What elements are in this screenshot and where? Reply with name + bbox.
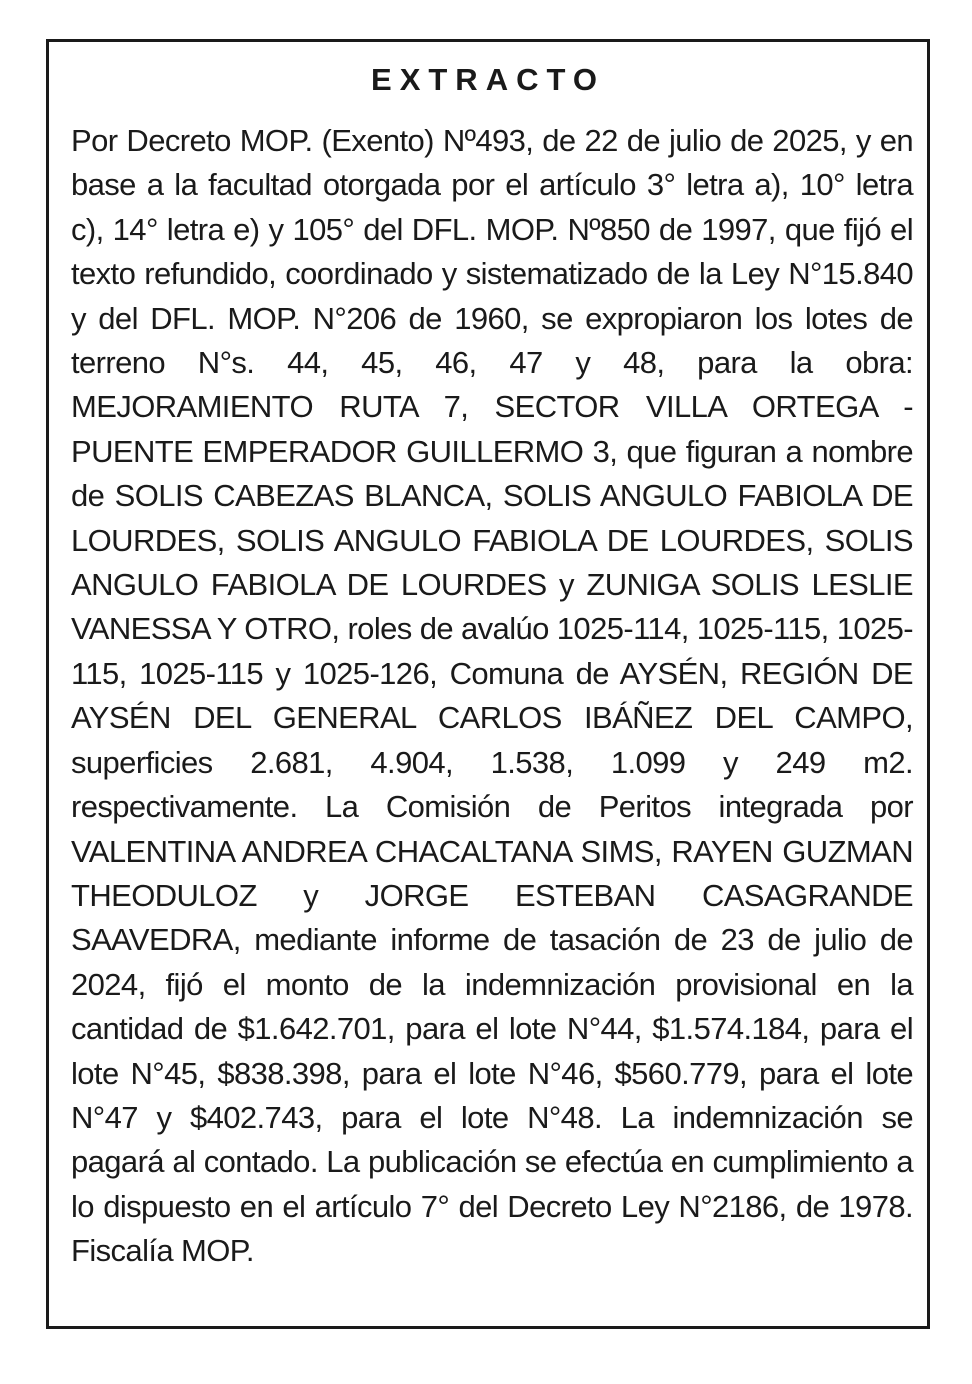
notice-body-text: Por Decreto MOP. (Exento) Nº493, de 22 de julio de 2025, y en base a la facultad otorgada por el artículo 3° letra a), 10° letra c), 14° letra e) y 105° del DFL. MOP. Nº850 de 1997, que fijó el texto refundido, coordinado y sistematizado de la Ley N°15.840 y del DFL. MOP. N°206 de 1960, se expropiaron los lotes de terreno N°s. 44, 45, 46, 47 y 48, para la obra: MEJORAMIENTO RUTA 7, SECTOR VILLA ORTEGA - PUENTE EMPERADOR GUILLERMO 3, que figuran a nombre de SOLIS CABEZAS BLANCA, SOLIS ANGULO FABIOLA DE LOURDES, SOLIS ANGULO FABIOLA DE LOURDES, SOLIS ANGULO FABIOLA DE LOURDES y ZUNIGA SOLIS LESLIE VANESSA Y OTRO, roles de avalúo 1025-114, 1025-115, 1025-115, 1025-115 y 1025-126, Comuna de AYSÉN, REGIÓN DE AYSÉN DEL GENERAL CARLOS IBÁÑEZ DEL CAMPO, superficies 2.681, 4.904, 1.538, 1.099 y 249 m2. respectivamente. La Comisión de Peritos integrada por VALENTINA ANDREA CHACALTANA SIMS, RAYEN GUZMAN THEODULOZ y JORGE ESTEBAN CASAGRANDE SAAVEDRA, mediante informe de tasación de 23 de julio de 2024, fijó el monto de la indemnización provisional en la cantidad de $1.642.701, para el lote N°44, $1.574.184, para el lote N°45, $838.398, para el lote N°46, $560.779, para el lote N°47 y $402.743, para el lote N°48. La indemnización se pagará al contado. La publicación se efectúa en cumplimiento a lo dispuesto en el artículo 7° del Decreto Ley N°2186, de 1978. Fiscalía MOP. [71, 123, 913, 1269]
legal-notice-box [46, 39, 930, 1329]
notice-title: EXTRACTO [371, 62, 605, 97]
